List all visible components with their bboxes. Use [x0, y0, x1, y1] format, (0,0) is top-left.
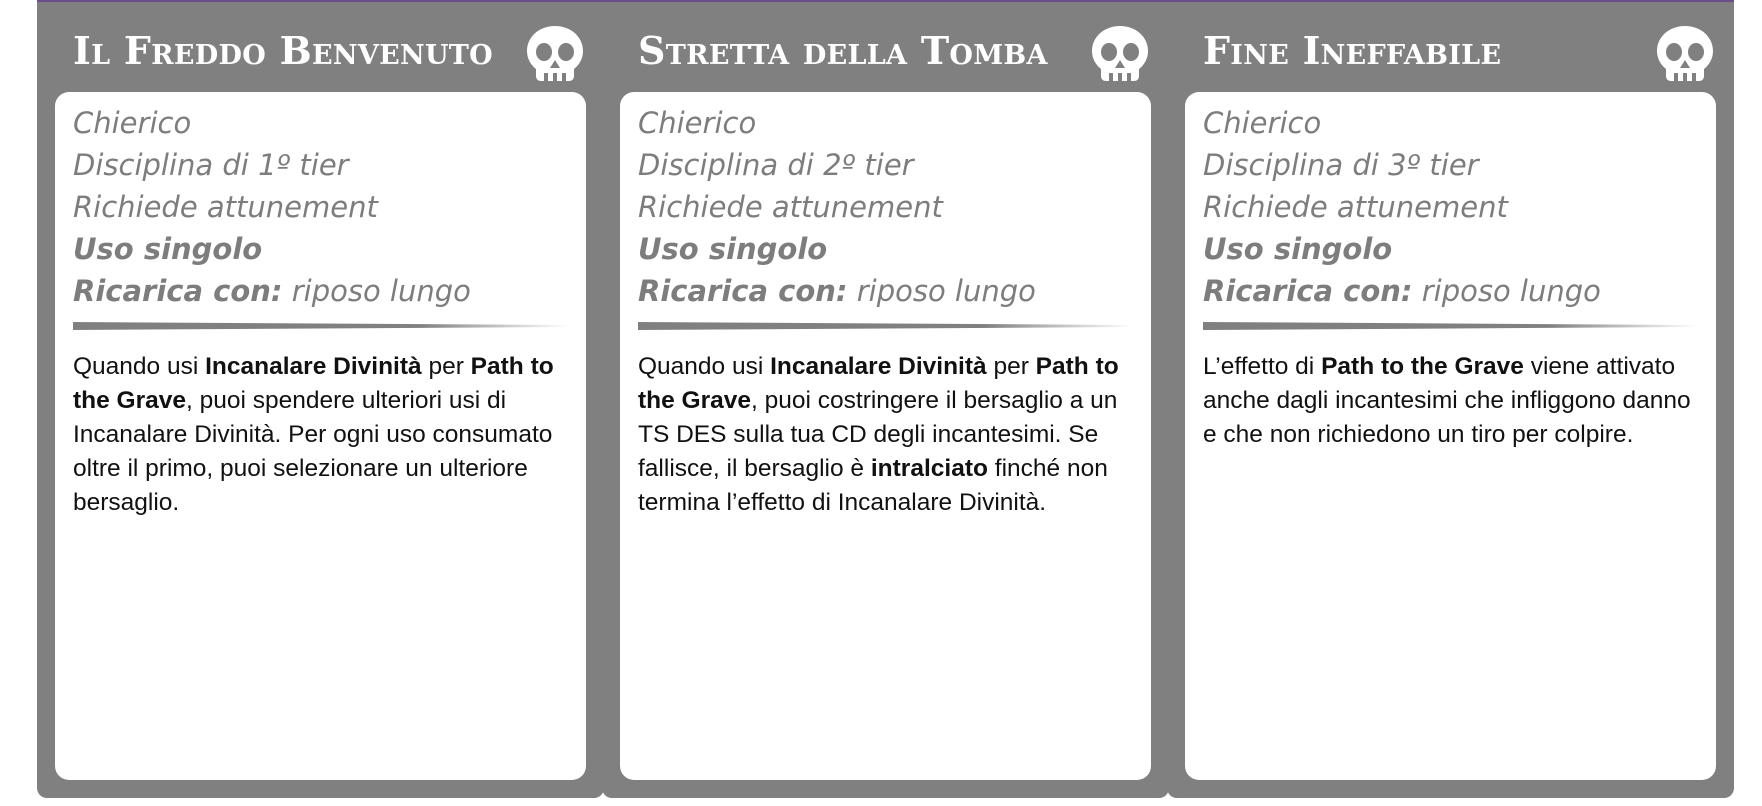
attunement-label: Richiede attunement	[638, 190, 943, 224]
skull-icon	[1089, 24, 1151, 84]
card-body	[620, 92, 1151, 780]
card-description	[73, 350, 571, 520]
description-run: , puoi spendere ulteriori usi di Incanalare Divinità. Per ogni uso consumato oltre il primo, puoi selezionare un ulteriore bersaglio.	[73, 387, 553, 516]
recharge-label: Ricarica con:	[73, 274, 283, 308]
tier-label: Disciplina di 3º tier	[1203, 148, 1479, 182]
description-bold-run: Path to the Grave	[73, 353, 554, 414]
card-description	[638, 350, 1136, 520]
card-title: Il Freddo Benvenuto	[73, 28, 494, 73]
recharge-value: riposo lungo	[291, 274, 471, 308]
card-fine-ineffabile	[1167, 0, 1734, 798]
card-meta	[638, 102, 1036, 312]
description-run: finché non termina l’effetto di Incanalare Divinità.	[638, 455, 1108, 516]
card-stretta-della-tomba	[602, 0, 1169, 798]
divider	[1203, 322, 1697, 330]
description-bold-run: intralciato	[870, 455, 988, 482]
class-name: Chierico	[1203, 106, 1322, 140]
description-run: Quando usi	[638, 353, 771, 380]
tier-label: Disciplina di 1º tier	[73, 148, 349, 182]
description-run: viene attivato anche dagli incantesimi che infliggono danno e che non richiedono un tiro per colpire.	[1203, 353, 1691, 448]
recharge-label: Ricarica con:	[638, 274, 848, 308]
skull-icon	[524, 24, 586, 84]
usage-label: Uso singolo	[638, 232, 828, 266]
attunement-label: Richiede attunement	[73, 190, 378, 224]
description-run: per	[986, 353, 1036, 380]
description-run: Quando usi	[73, 353, 206, 380]
recharge-line	[1203, 270, 1601, 312]
description-bold-run: Path to the Grave	[638, 353, 1119, 414]
card-description	[1203, 350, 1701, 452]
description-bold-run: Path to the Grave	[1321, 353, 1524, 380]
class-name: Chierico	[638, 106, 757, 140]
card-body	[55, 92, 586, 780]
tier-label: Disciplina di 2º tier	[638, 148, 914, 182]
divider	[73, 322, 567, 330]
recharge-line	[73, 270, 471, 312]
recharge-value: riposo lungo	[856, 274, 1036, 308]
skull-icon	[1654, 24, 1716, 84]
card-meta	[1203, 102, 1601, 312]
card-header	[37, 2, 604, 92]
class-name: Chierico	[73, 106, 192, 140]
card-header	[1167, 2, 1734, 92]
description-bold-run: Incanalare Divinità	[770, 353, 987, 380]
attunement-label: Richiede attunement	[1203, 190, 1508, 224]
card-header	[602, 2, 1169, 92]
card-title: Fine Ineffabile	[1203, 28, 1502, 73]
description-bold-run: Incanalare Divinità	[205, 353, 422, 380]
card-title: Stretta della Tomba	[638, 28, 1048, 73]
usage-label: Uso singolo	[1203, 232, 1393, 266]
description-run: , puoi costringere il bersaglio a un TS DES sulla tua CD degli incantesimi. Se fallisce, il bersaglio è	[638, 387, 1118, 482]
card-body	[1185, 92, 1716, 780]
card-meta	[73, 102, 471, 312]
divider	[638, 322, 1132, 330]
description-run: L’effetto di	[1203, 353, 1322, 380]
recharge-value: riposo lungo	[1421, 274, 1601, 308]
recharge-label: Ricarica con:	[1203, 274, 1413, 308]
card-il-freddo-benvenuto	[37, 0, 604, 798]
usage-label: Uso singolo	[73, 232, 263, 266]
description-run: per	[421, 353, 471, 380]
recharge-line	[638, 270, 1036, 312]
